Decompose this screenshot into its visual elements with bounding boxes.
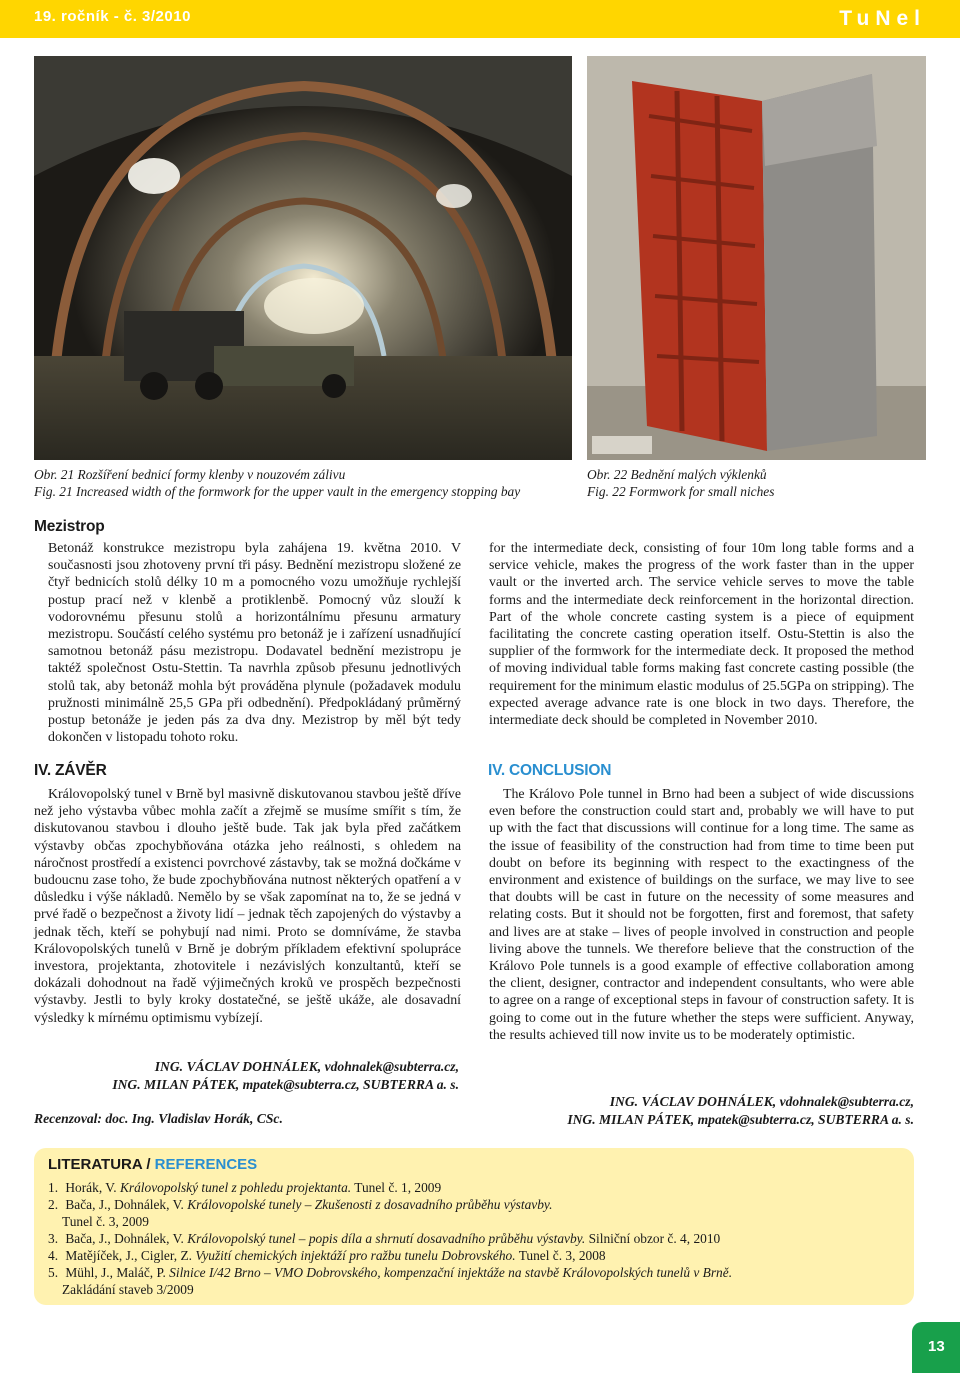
references-title-en: REFERENCES	[154, 1156, 258, 1173]
figure-21-photo	[34, 56, 572, 460]
author-line: ING. VÁCLAV DOHNÁLEK, vdohnalek@subterra.cz,	[609, 1094, 914, 1109]
author-line: ING. MILAN PÁTEK, mpatek@subterra.cz, SUBTERRA a. s.	[112, 1076, 459, 1092]
page-number: 13	[928, 1338, 945, 1355]
references-title	[48, 1156, 257, 1173]
authors-en	[489, 1093, 914, 1128]
reference-item	[48, 1247, 898, 1264]
reference-title: Královopolský tunel – popis díla a shrnutí dosavadního průběhu výstavby.	[187, 1231, 586, 1246]
reference-source: Tunel č. 3, 2008	[518, 1248, 606, 1263]
page-number-badge	[912, 1322, 960, 1373]
reference-source: Silniční obzor č. 4, 2010	[588, 1231, 721, 1246]
references-title-separator: /	[142, 1156, 155, 1173]
authors-cz	[34, 1058, 459, 1093]
reference-author: Bača, J., Dohnálek, V.	[65, 1231, 184, 1246]
paragraph-conclusion: The Královo Pole tunnel in Brno had been a subject of wide discussions even before the construction could start and, probably we will have to put up with the fact that discussions will continue for a long time. The same as the issue of feasibility of the construction had from time to time been put doubt on before its beginning with respect to the exactingness of the environment and existence of buildings on the surface, we may live to see that doubts will be cast in future on the necessity of some measures and relating costs. But it should not be forgotten, first and foremost, that safety and lives are at stake – lives of people involved in construction and people living above the tunnels. We therefore believe that the construction of the Královo Pole tunnels is a good example of effective collaboration among the client, designer, contractor and independent consultants, who were able to agree on a range of exceptional steps in favour of construction safety. It is going to come out in the future whether the steps were sufficient. Anyway, the results achieved till now invite us to be moderately optimistic.	[489, 787, 914, 1043]
issue-label: 19. ročník - č. 3/2010	[34, 8, 191, 25]
reference-source: Tunel č. 3, 2009	[62, 1214, 149, 1229]
reviewer-note: Recenzoval: doc. Ing. Vladislav Horák, CSc.	[34, 1111, 283, 1126]
paragraph-intermediate-deck-en: for the intermediate deck, consisting of four 10m long table forms and a service vehicle, makes the progress of the work faster than in the upper vault or the inverted arch. The service vehicle serves to move the table forms and the intermediate deck reinforcement in the horizontal direction. Part of the whole concrete casting system is a piece of equipment facilitating the concrete casting operation itself. Ostu-Stettin is also the supplier of the formwork for the intermediate deck. It proposed the method of moving individual table forms making fast concrete casting possible (the requirement for the minimum elastic modulus of 25.5GPa on stripping). The expected average advance rate is one block in two days. Therefore, the intermediate deck should be completed in November 2010.	[489, 541, 914, 729]
figure-22-photo	[587, 56, 926, 460]
caption-en: Fig. 22 Formwork for small niches	[587, 484, 775, 499]
reference-item	[48, 1230, 898, 1247]
paragraph-text: Betonáž konstrukce mezistropu byla zahájena 19. května 2010. V současnosti jsou zhotoveny první tři pásy. Bednění mezistropu složené ze čtyř bednicích stolů délky 10 m a pomocného vozu umožňuje rychlejší postup prací než v klenbě a protiklenbě. Pomocný vůz slouží k vodorovnému přesunu stolů a horizontálnímu přesunu armatury mezistropu. Součástí celého systému pro betonáž je i zařízení usnadňující samotnou betonáž pásu mezistropu. Dodavatel bednění mezistropu je taktéž společnost Ostu-Stettin. Ta navrhla způsob přesunu jednotlivých stolů tak, aby betonáž mohla být prováděna plynule (požadavek modulu pružnosti minimálně 25,5 GPa při odbednění). Předpokládaný průměrný postup betonáže je jeden pás za dva dny. Mezistrop by měl být tedy dokončen v listopadu tohoto roku.	[48, 541, 461, 746]
paragraph-zaver: Královopolský tunel v Brně byl masivně diskutovanou stavbou ještě dříve než jeho výstavba vůbec mohla začít a zřejmě se musíme smířit s tím, že diskutovanou stavbou i dlouho ještě bude. Tak jak byla před začátkem výstavby občas zpochybňována otázka jeho reálnosti, s ohledem na náročnost prostředí a existenci povrchové zástavby, tak se možná dočkáme v budoucnu zase toho, že bude zpochybňována nutnost některých opatření a v důsledku i výše nákladů. Nemělo by se však zapomínat na to, že se jedná v prvé řadě o bezpečnost a životy lidí – jednak těch zapojených do výstavby a jednak těch, kteří se pohybují nad nimi. Proto se domníváme, že stavba Královopolských tunelů v Brně je dobrým příkladem efektivní spolupráce investora, projektanta, zhotovitele i nezávislých konzultantů, kteří se dokázali dohodnout na řadě výjimečných kroků ve prospěch bezpečnosti výstavby. Jestli to byly kroky dostatečné, se ještě ukáže, ale dosavadní výsledky k mírnému optimismu vybízejí.	[34, 787, 461, 1026]
caption-cz: Obr. 21 Rozšíření bednicí formy klenby v nouzovém zálivu	[34, 467, 346, 482]
reference-item	[48, 1179, 898, 1196]
reference-title: Silnice I/42 Brno – VMO Dobrovského, kompenzační injektáže na stavbě Královopolských tunelů v Brně.	[169, 1265, 733, 1280]
reference-number: 1.	[48, 1180, 59, 1195]
references-title-cz: LITERATURA	[48, 1156, 143, 1173]
reference-source: Zakládání staveb 3/2009	[62, 1282, 194, 1297]
caption-en: Fig. 21 Increased width of the formwork for the upper vault in the emergency stopping bay	[34, 484, 521, 499]
section-heading-conclusion: IV. CONCLUSION	[488, 762, 612, 779]
figure-21-caption	[34, 466, 574, 500]
reference-item	[48, 1196, 898, 1230]
figure-22-caption	[587, 466, 927, 500]
reference-author: Matějíček, J., Cigler, Z.	[65, 1248, 193, 1263]
reference-item	[48, 1264, 898, 1298]
page-header	[0, 0, 960, 38]
reference-title: Královopolské tunely – Zkušenosti z dosavadního průběhu výstavby.	[187, 1197, 553, 1212]
reference-title: Královopolský tunel z pohledu projektanta.	[119, 1180, 352, 1195]
reference-author: Bača, J., Dohnálek, V.	[65, 1197, 184, 1212]
reference-author: Horák, V.	[65, 1180, 117, 1195]
reference-number: 5.	[48, 1265, 59, 1280]
reference-number: 3.	[48, 1231, 59, 1246]
references-list	[48, 1179, 898, 1298]
section-heading-mezistrop: Mezistrop	[34, 518, 105, 535]
journal-logo: TuNel	[839, 7, 926, 30]
reference-number: 4.	[48, 1248, 59, 1263]
reference-number: 2.	[48, 1197, 59, 1212]
reference-author: Mühl, J., Maláč, P.	[65, 1265, 166, 1280]
author-line: ING. MILAN PÁTEK, mpatek@subterra.cz, SUBTERRA a. s.	[567, 1111, 914, 1127]
section-heading-zaver: IV. ZÁVĚR	[34, 762, 107, 779]
paragraph-mezistrop	[34, 540, 461, 746]
author-line: ING. VÁCLAV DOHNÁLEK, vdohnalek@subterra.cz,	[154, 1059, 459, 1074]
reference-title: Využití chemických injektáží pro ražbu tunelu Dobrovského.	[195, 1248, 516, 1263]
reference-source: Tunel č. 1, 2009	[354, 1180, 442, 1195]
caption-cz: Obr. 22 Bednění malých výklenků	[587, 467, 767, 482]
references-box	[34, 1148, 914, 1305]
